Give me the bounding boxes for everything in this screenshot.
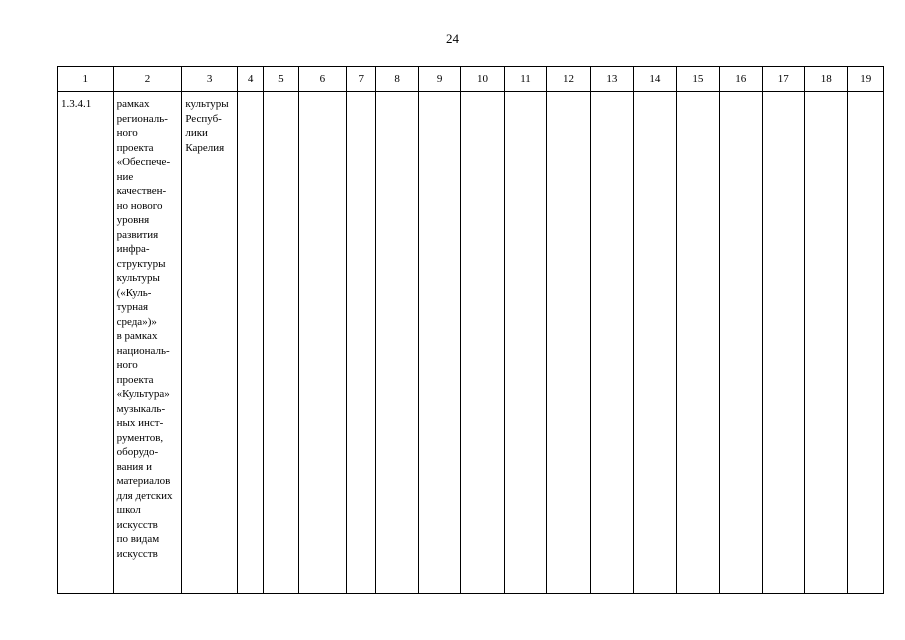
empty-cell [547, 92, 590, 594]
empty-cell [762, 92, 804, 594]
empty-cell [634, 92, 676, 594]
row-code: 1.3.4.1 [61, 98, 92, 110]
column-header: 11 [504, 67, 546, 92]
empty-cell [376, 92, 418, 594]
column-header: 16 [720, 67, 762, 92]
header-row [58, 67, 884, 92]
empty-cell [298, 92, 347, 594]
column-header: 3 [182, 67, 238, 92]
empty-cell [264, 92, 298, 594]
column-header: 4 [237, 67, 263, 92]
column-header: 15 [676, 67, 719, 92]
empty-cell [720, 92, 762, 594]
empty-cell [590, 92, 633, 594]
column-header: 2 [113, 67, 182, 92]
empty-cell [237, 92, 263, 594]
column-header: 12 [547, 67, 590, 92]
row-name: рамках региональ- ного проекта «Обеспече- ние качествен- но нового уровня развития инфра- структуры культуры («Куль- турная среда»)» в рамках националь- ного проекта «Культура» музыкаль- ных инст- рументов, оборудо- вания и материалов для детских школ искусств по видам искусств [116, 98, 173, 560]
column-header: 1 [58, 67, 114, 92]
empty-cell [461, 92, 504, 594]
column-header: 17 [762, 67, 804, 92]
column-header: 10 [461, 67, 504, 92]
page-number: 24 [446, 31, 459, 46]
empty-cell [504, 92, 546, 594]
row-executor: культуры Респуб- лики Карелия [185, 98, 229, 154]
empty-cell [848, 92, 884, 594]
empty-cell [804, 92, 847, 594]
empty-cell [347, 92, 376, 594]
column-header: 7 [347, 67, 376, 92]
row-name-cell [113, 92, 182, 594]
column-header: 19 [848, 67, 884, 92]
column-header: 13 [590, 67, 633, 92]
empty-cell [418, 92, 460, 594]
column-header: 14 [634, 67, 676, 92]
row-executor-cell [182, 92, 238, 594]
column-header: 18 [804, 67, 847, 92]
row-code-cell [58, 92, 114, 594]
column-header: 6 [298, 67, 347, 92]
column-header: 5 [264, 67, 298, 92]
data-table [57, 66, 884, 594]
table-row [58, 92, 884, 594]
column-header: 9 [418, 67, 460, 92]
empty-cell [676, 92, 719, 594]
column-header: 8 [376, 67, 418, 92]
